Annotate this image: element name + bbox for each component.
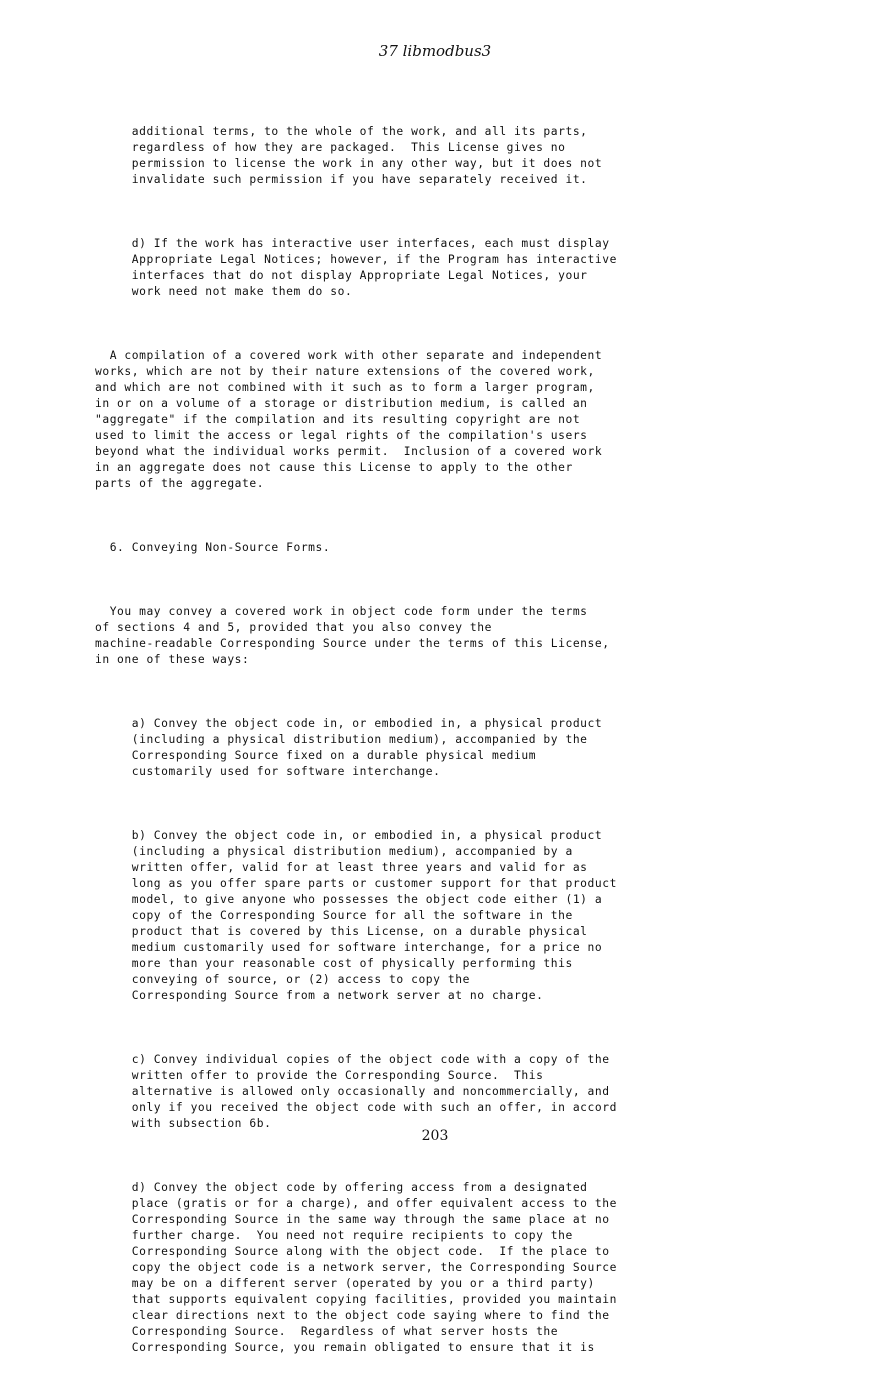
clause-a: a) Convey the object code in, or embodied in, a physical product (including a physical distribution medium), accompanied by the Corresponding Source fixed on a durable physical medium customarily used for software interchange. xyxy=(131,717,603,778)
paragraph-interactive-interfaces: d) If the work has interactive user interfaces, each must display Appropriate Legal Notices; however, if the Program has interactive interfaces that do not display Appropriate Legal Notices, your work need not make them do so. xyxy=(131,237,617,298)
page-number: 203 xyxy=(421,1128,449,1144)
paragraph-aggregate: A compilation of a covered work with other separate and independent works, which are not by their nature extensions of the covered work, and which are not combined with it such as to form a larger program, in or on a volume of a storage or distribution medium, is called an "aggregate" if the compilation and its resulting copyright are not used to limit the access or legal rights of the compilation's users beyond what the individual works permit. Inclusion of a covered work in an aggregate does not cause this License to apply to the other parts of the aggregate. xyxy=(95,349,603,490)
section-heading-6: 6. Conveying Non-Source Forms. xyxy=(95,541,331,554)
paragraph-convey-object-code: You may convey a covered work in object code form under the terms of sections 4 and 5, provided that you also convey the machine-readable Corresponding Source under the terms of this License, in one of these ways: xyxy=(95,605,610,666)
clause-d: d) Convey the object code by offering access from a designated place (gratis or for a charge), and offer equivalent access to the Corresponding Source in the same way through the same place at no further charge. You need not require recipients to copy the Corresponding Source along with the object code. If the place to copy the object code is a network server, the Corresponding Source may be on a different server (operated by you or a third party) that supports equivalent copying facilities, provided you maintain clear directions next to the object code saying where to find the Corresponding Source. Regardless of what server hosts the Corresponding Source, you remain obligated to ensure that it is xyxy=(131,1181,617,1354)
clause-c: c) Convey individual copies of the object code with a copy of the written offer to provide the Corresponding Source. This alternative is allowed only occasionally and noncommercially, and only if you received the object code with such an offer, in accord with subsection 6b. xyxy=(131,1053,617,1130)
license-text xyxy=(95,92,795,1388)
clause-b: b) Convey the object code in, or embodied in, a physical product (including a physical distribution medium), accompanied by a written offer, valid for at least three years and valid for as long as you offer spare parts or customer support for that product model, to give anyone who possesses the object code either (1) a copy of the Corresponding Source for all the software in the product that is covered by this License, on a durable physical medium customarily used for software interchange, for a price no more than your reasonable cost of physically performing this conveying of source, or (2) access to copy the Corresponding Source from a network server at no charge. xyxy=(131,829,617,1002)
paragraph-additional-terms: additional terms, to the whole of the work, and all its parts, regardless of how they are packaged. This License gives no permission to license the work in any other way, but it does not invalidate such permission if you have separately received it. xyxy=(131,125,603,186)
running-header: 37 libmodbus3 xyxy=(378,42,492,60)
